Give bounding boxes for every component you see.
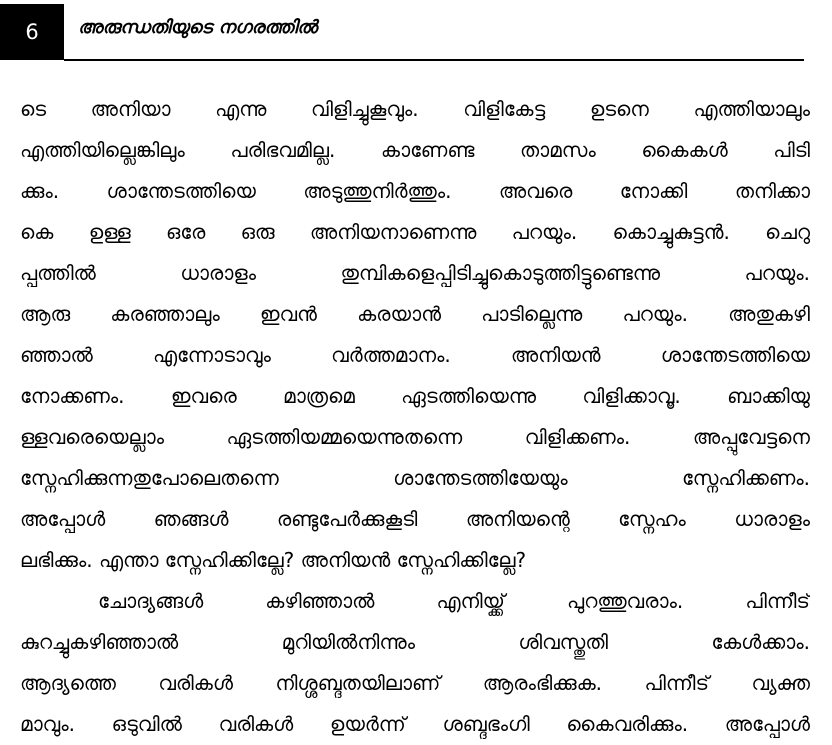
text-line: ള്ളവരെയെല്ലാം ഏടത്തിയമ്മയെന്നുതന്നെ വിളിക്കണം. അപ്പുവേട്ടനെ xyxy=(20,425,810,449)
text-line: അപ്പോൾ ഞങ്ങൾ രണ്ടുപേർക്കുകൂടി അനിയന്റെ സ്നേഹം ധാരാളം xyxy=(20,507,810,531)
running-title: അരുന്ധതിയുടെ നഗരത്തിൽ xyxy=(78,17,318,38)
paragraph-start-line: ചോദ്യങ്ങൾ കഴിഞ്ഞാൽ എനിയ്ക്ക് പുറത്തുവരാം. പിന്നീട് xyxy=(98,589,810,613)
text-line: എത്തിയില്ലെങ്കിലും പരിഭവമില്ല. കാണേണ്ട താമസം കൈകൾ പിടി xyxy=(20,138,810,162)
text-line: ഞ്ഞാൽ എന്നോടാവും വർത്തമാനം. അനിയൻ ശാന്തേടത്തിയെ xyxy=(20,343,810,367)
body-text xyxy=(20,89,810,745)
text-line: പ്പത്തിൽ ധാരാളം തുമ്പികളെപ്പിടിച്ചുകൊടുത്തിട്ടുണ്ടെന്നു പറയും. xyxy=(20,261,810,285)
text-line: കെ ഉള്ള ഒരേ ഒരു അനിയനാണെന്നു പറയും. കൊച്ചുകുട്ടൻ. ചെറു xyxy=(20,220,810,244)
text-line: സ്നേഹിക്കുന്നതുപോലെതന്നെ ശാന്തേടത്തിയേയും സ്നേഹിക്കണം. xyxy=(20,466,810,490)
text-line: മാവും. ഒടുവിൽ വരികൾ ഉയർന്ന് ശബ്ദഭംഗി കൈവരിക്കും. അപ്പോൾ xyxy=(20,712,810,736)
text-line: ആദ്യത്തെ വരികൾ നിശ്ശബ്ദതയിലാണ് ആരംഭിക്കുക. പിന്നീട് വ്യക്ത xyxy=(20,671,810,695)
header-divider xyxy=(64,59,804,61)
text-line: കുറച്ചുകഴിഞ്ഞാൽ മുറിയിൽനിന്നും ശിവസ്തുതി കേൾക്കാം. xyxy=(20,630,810,654)
paragraph-end-line: ലഭിക്കും. എന്താ സ്നേഹിക്കില്ലേ? അനിയൻ സ്നേഹിക്കില്ലേ? xyxy=(20,548,527,572)
page-number: 6 xyxy=(25,20,39,44)
page-number-box xyxy=(0,4,64,60)
text-line: നോക്കണം. ഇവരെ മാത്രമെ ഏടത്തിയെന്നു വിളിക്കാവൂ. ബാക്കിയു xyxy=(20,384,810,408)
text-line: ക്കും. ശാന്തേടത്തിയെ അടുത്തുനിർത്തും. അവരെ നോക്കി തനിക്കാ xyxy=(20,179,810,203)
text-line: ആരു കരഞ്ഞാലും ഇവൻ കരയാൻ പാടില്ലെന്നു പറയും. അതുകഴി xyxy=(20,302,810,326)
text-line: ടെ അനിയാ എന്നു വിളിച്ചുകൂവും. വിളികേട്ട ഉടനെ എത്തിയാലും xyxy=(20,97,810,121)
page-header xyxy=(0,0,832,62)
